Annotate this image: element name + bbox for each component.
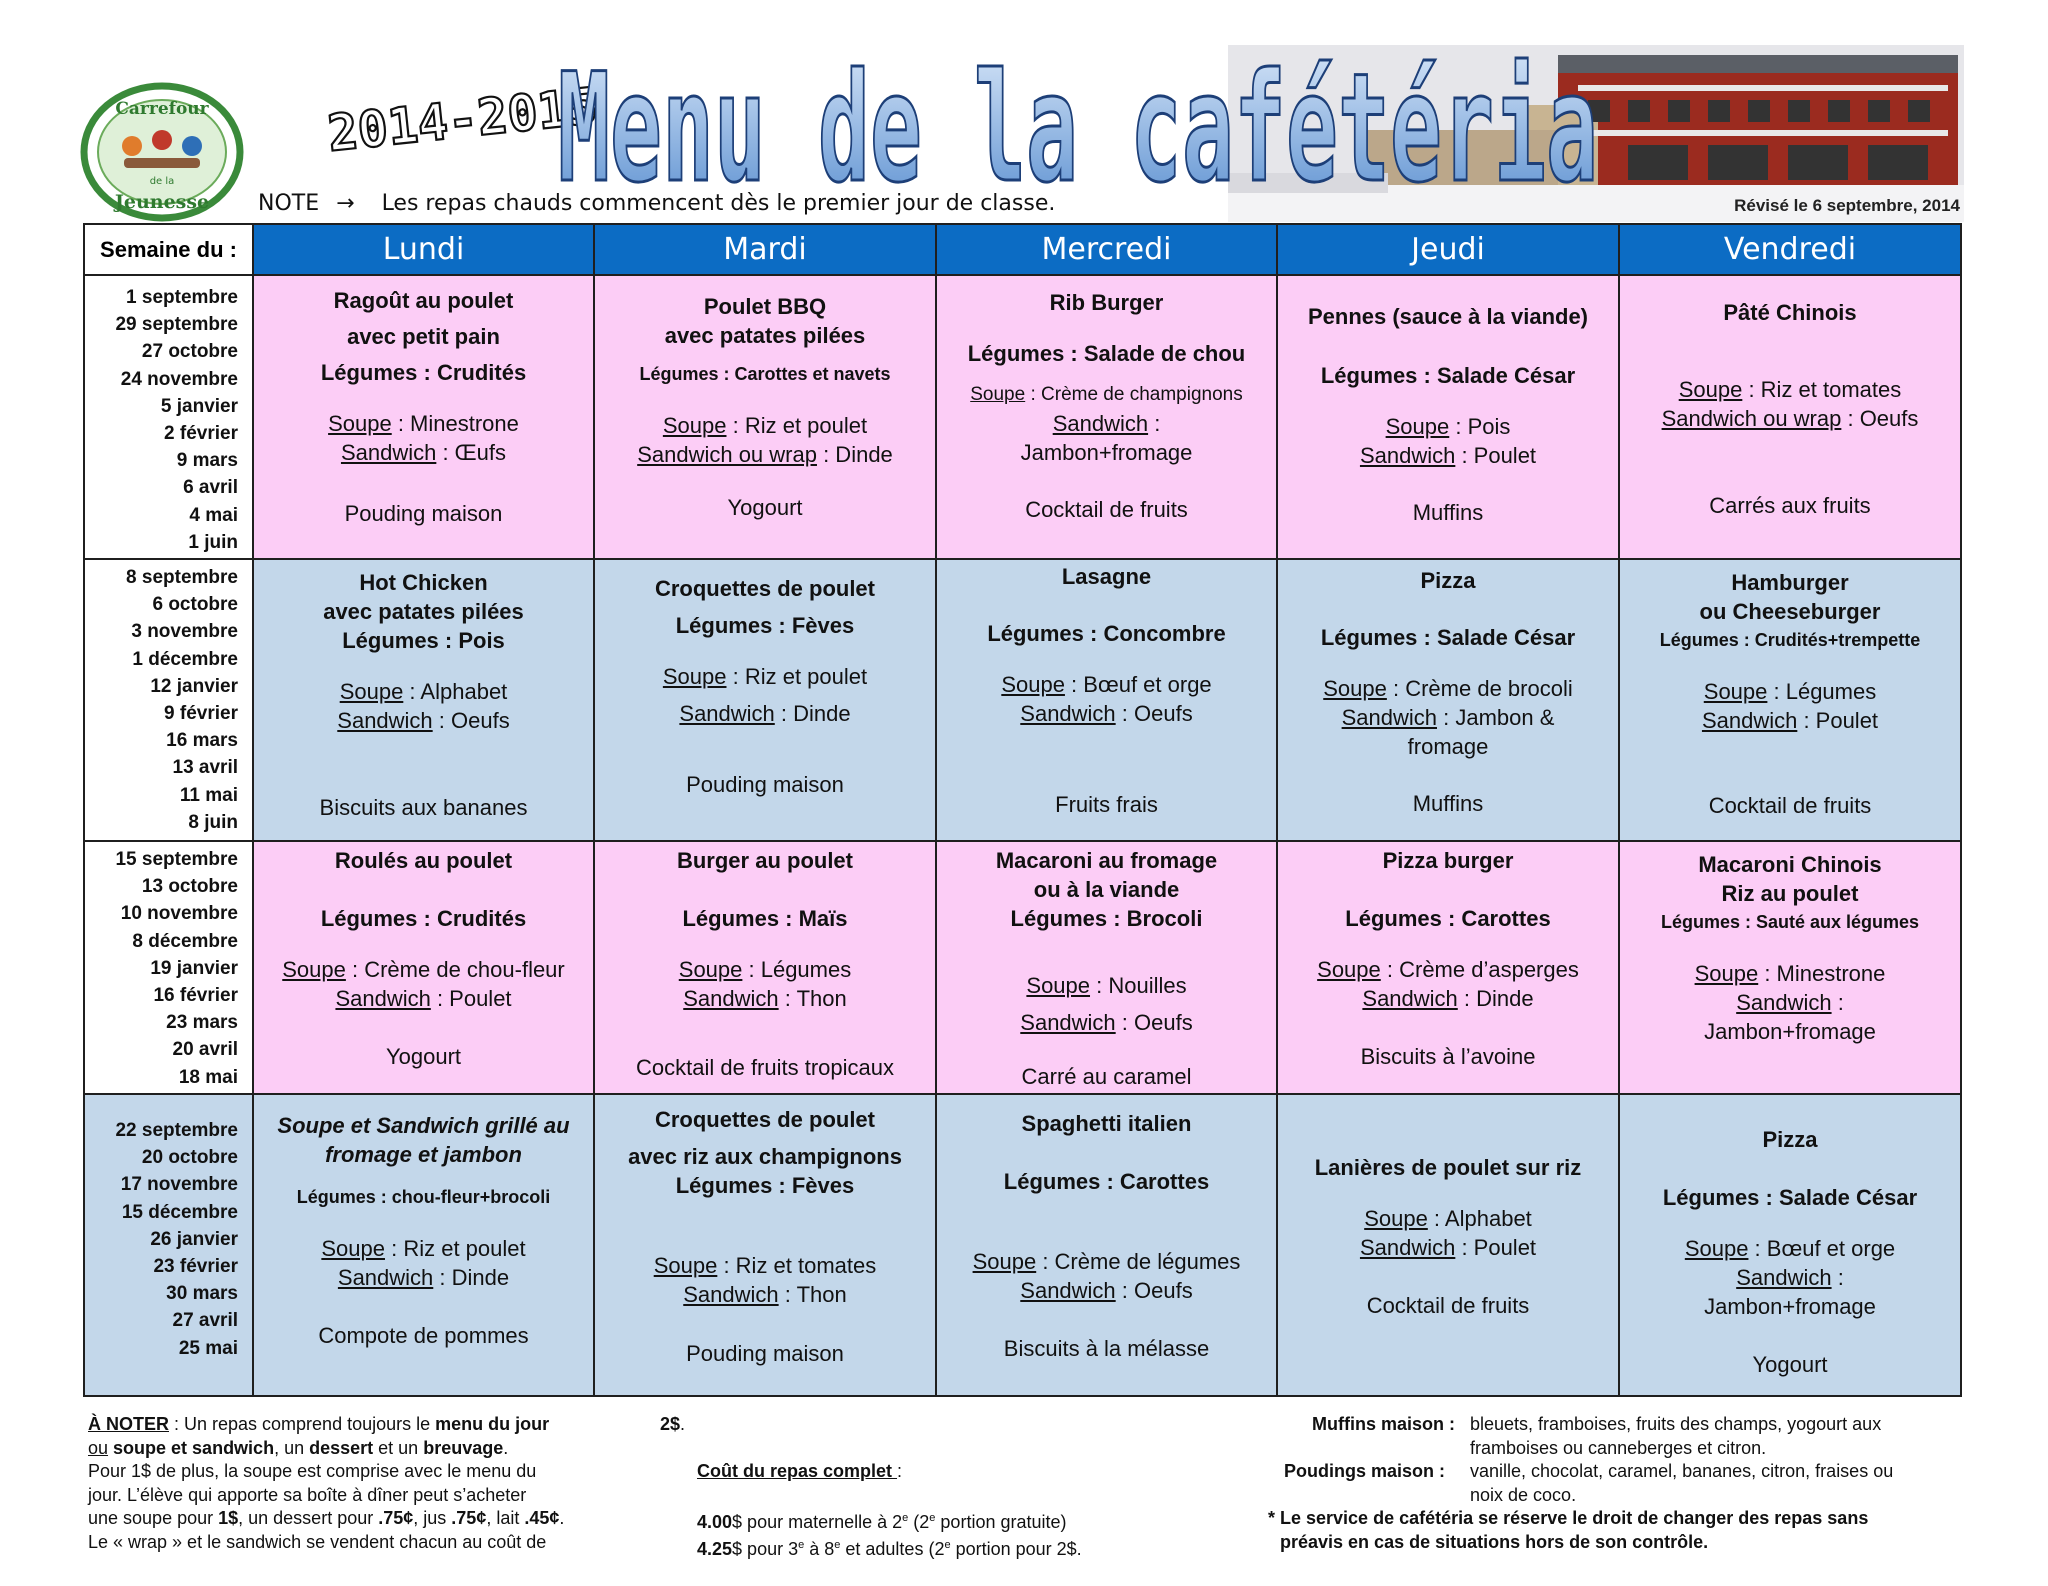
- week-dates: [84, 275, 253, 559]
- sandwich-line: Sandwich :: [1052, 411, 1161, 436]
- date-item: 3 novembre: [131, 621, 238, 643]
- dessert: Biscuits à la mélasse: [1003, 1336, 1210, 1361]
- svg-text:Menu de la cafétéria: Menu de la cafétéria: [558, 42, 1598, 216]
- footer-line: ou soupe et sandwich, un dessert et un breuvage.: [88, 1437, 509, 1458]
- sandwich-line: Sandwich : Dinde: [1362, 986, 1534, 1011]
- a-noter-label: À NOTER: [88, 1414, 169, 1434]
- date-item: 19 janvier: [150, 957, 238, 979]
- date-item: 27 avril: [172, 1310, 238, 1332]
- meal-cell: [594, 1094, 936, 1396]
- arrow-right-icon: →: [336, 191, 355, 216]
- main-dish: Pizza: [1420, 568, 1476, 593]
- date-item: 26 janvier: [150, 1228, 238, 1250]
- service-disclaimer: * Le service de cafétéria se réserve le droit de changer des repas sans préavis en cas de situations hors de son contrôle.: [1268, 1508, 1869, 1552]
- vegetables: Légumes : Fèves: [675, 1173, 855, 1198]
- sandwich-line: Sandwich : Poulet: [1359, 1235, 1537, 1260]
- revised-date: Révisé le 6 septembre, 2014: [1734, 196, 1960, 215]
- table-header-row: [84, 224, 1961, 275]
- week-dates: [84, 559, 253, 841]
- main-dish-line2: avec riz aux champignons: [628, 1144, 902, 1169]
- sandwich-line: Sandwich : Œufs: [340, 440, 507, 465]
- main-dish-line2: avec petit pain: [347, 324, 500, 349]
- soup-line: Soupe : Minestrone: [1694, 961, 1886, 986]
- date-item: 20 octobre: [141, 1147, 238, 1169]
- vegetables: Légumes : Pois: [342, 628, 505, 653]
- vegetables: Légumes : Carottes: [1003, 1169, 1210, 1194]
- date-item: 15 septembre: [115, 849, 238, 870]
- date-item: 17 novembre: [120, 1174, 238, 1196]
- date-item: 23 mars: [166, 1012, 238, 1034]
- soup-line: Soupe : Légumes: [1703, 679, 1877, 704]
- soup-line: Soupe : Riz et tomates: [1678, 377, 1902, 402]
- date-item: 6 avril: [183, 477, 238, 499]
- vegetables: Légumes : Maïs: [682, 906, 848, 931]
- meal-cell: [253, 1094, 594, 1396]
- vegetables: Légumes : Salade de chou: [967, 341, 1246, 366]
- dessert: Cocktail de fruits: [1366, 1293, 1530, 1318]
- date-item: 8 décembre: [132, 930, 238, 952]
- dessert: Pouding maison: [344, 501, 503, 526]
- date-item: 12 janvier: [150, 675, 238, 697]
- main-dish: Pizza burger: [1382, 848, 1514, 873]
- vegetables: Légumes : chou-fleur+brocoli: [296, 1187, 551, 1207]
- carrefour-jeunesse-logo: [80, 80, 250, 220]
- cost-title: Coût du repas complet :: [697, 1461, 903, 1481]
- main-dish: Hot Chicken: [359, 570, 488, 595]
- sandwich-line: Sandwich : Thon: [683, 986, 847, 1011]
- date-item: 13 avril: [172, 757, 238, 779]
- dessert: Pouding maison: [686, 1341, 844, 1366]
- dessert: Pouding maison: [686, 772, 844, 797]
- meal-cell: [1619, 559, 1961, 841]
- main-dish-line2: Riz au poulet: [1721, 881, 1859, 906]
- sandwich-line2: fromage: [1407, 734, 1489, 759]
- main-dish: Croquettes de poulet: [654, 576, 875, 601]
- vegetables: Légumes : Concombre: [987, 621, 1226, 646]
- soup-line: Soupe : Légumes: [678, 957, 852, 982]
- dessert: Cocktail de fruits: [1025, 497, 1188, 522]
- week-row-2: [84, 559, 1961, 841]
- soup-line: Soupe : Nouilles: [1026, 973, 1187, 998]
- main-dish: Spaghetti italien: [1021, 1111, 1192, 1136]
- dessert: Yogourt: [1752, 1352, 1828, 1377]
- main-dish: Poulet BBQ: [703, 294, 827, 319]
- footer-line: Le « wrap » et le sandwich se vendent chacun au coût de: [88, 1531, 547, 1552]
- footer-note: [88, 1413, 648, 1554]
- sandwich-line2: Jambon+fromage: [1704, 1294, 1876, 1319]
- sandwich-line: Sandwich : Dinde: [679, 701, 851, 726]
- logo-text-mid: de la: [149, 176, 175, 187]
- date-item: 20 avril: [172, 1039, 238, 1061]
- vegetables: Légumes : Salade César: [1662, 1185, 1918, 1210]
- footer-price-continuation: 2$.: [660, 1414, 686, 1434]
- sandwich-line: Sandwich :: [1736, 990, 1844, 1015]
- dessert: Muffins: [1412, 500, 1484, 525]
- cost-line-adults: 4.25$ pour 3e à 8e et adultes (2e portion pour 2$.: [697, 1539, 1082, 1559]
- day-header-mardi: Mardi: [594, 224, 936, 275]
- dessert: Cocktail de fruits: [1708, 793, 1872, 818]
- meal-cell: [1277, 1094, 1619, 1396]
- vegetables: Légumes : Crudités: [320, 360, 527, 385]
- soup-line: Soupe : Crème de chou-fleur: [282, 957, 565, 982]
- meal-cell: [1619, 841, 1961, 1094]
- week-dates: [84, 1094, 253, 1396]
- note-label: NOTE: [258, 191, 320, 216]
- sandwich-line: Sandwich ou wrap : Oeufs: [1661, 406, 1919, 431]
- date-item: 1 juin: [188, 531, 238, 553]
- main-dish-line2: fromage et jambon: [325, 1142, 522, 1167]
- footer-line: jour. L’élève qui apporte sa boîte à dîner peut s’acheter: [88, 1484, 527, 1505]
- week-row-4: [84, 1094, 1961, 1396]
- meal-cell: [1619, 1094, 1961, 1396]
- main-dish-line2: avec patates pilées: [323, 599, 524, 624]
- date-item: 23 février: [153, 1256, 238, 1278]
- date-item: 9 février: [164, 703, 238, 725]
- meal-cell: [1277, 559, 1619, 841]
- soup-line: Soupe : Crème de brocoli: [1323, 676, 1573, 701]
- soup-line: Soupe : Bœuf et orge: [1684, 1236, 1896, 1261]
- meal-cell: [1277, 841, 1619, 1094]
- date-item: 6 octobre: [152, 594, 238, 616]
- day-header-vendredi: Vendredi: [1619, 224, 1961, 275]
- meal-cell: [594, 559, 936, 841]
- date-item: 16 février: [153, 985, 238, 1007]
- sandwich-line: Sandwich :: [1736, 1265, 1844, 1290]
- main-dish: Rib Burger: [1049, 290, 1164, 315]
- dessert: Fruits frais: [1055, 792, 1158, 817]
- date-item: 25 mai: [178, 1337, 238, 1359]
- menu-title: [550, 40, 1600, 216]
- meal-cell: [1277, 275, 1619, 559]
- date-item: 1 décembre: [132, 648, 238, 670]
- meal-cell: [936, 559, 1277, 841]
- main-dish: Pennes (sauce à la viande): [1307, 304, 1589, 329]
- soup-line: Soupe : Pois: [1385, 414, 1511, 439]
- date-item: 18 mai: [178, 1066, 238, 1088]
- date-item: 16 mars: [166, 730, 238, 752]
- meal-cell: [594, 841, 936, 1094]
- menu-table: [83, 223, 1962, 1397]
- sandwich-line: Sandwich : Oeufs: [337, 708, 510, 733]
- vegetables: Légumes : Carottes et navets: [639, 364, 891, 384]
- sandwich-line2: Jambon+fromage: [1704, 1019, 1876, 1044]
- meal-cell: [594, 275, 936, 559]
- date-item: 9 mars: [176, 450, 238, 472]
- day-header-mercredi: Mercredi: [936, 224, 1277, 275]
- main-dish: Macaroni au fromage: [995, 848, 1218, 873]
- main-dish-line2: ou Cheeseburger: [1699, 599, 1881, 624]
- sandwich-line: Sandwich : Jambon &: [1341, 705, 1555, 730]
- day-header-lundi: Lundi: [253, 224, 594, 275]
- sandwich-line: Sandwich : Poulet: [1359, 443, 1537, 468]
- sandwich-line: Sandwich : Oeufs: [1020, 1010, 1193, 1035]
- main-dish: Hamburger: [1731, 570, 1849, 595]
- muffins-label: Muffins maison :: [1312, 1414, 1455, 1434]
- vegetables: Légumes : Sauté aux légumes: [1660, 912, 1920, 932]
- dessert: Yogourt: [385, 1044, 462, 1069]
- date-item: 10 novembre: [120, 903, 238, 925]
- meal-cell: [253, 275, 594, 559]
- main-dish-line2: avec patates pilées: [664, 323, 866, 348]
- vegetables: Légumes : Crudités+trempette: [1659, 630, 1921, 650]
- note-text: Les repas chauds commencent dès le premier jour de classe.: [381, 191, 1056, 216]
- meal-cell: [936, 841, 1277, 1094]
- dessert: Carré au caramel: [1021, 1064, 1192, 1089]
- main-dish: Lasagne: [1061, 564, 1152, 589]
- date-item: 4 mai: [189, 504, 238, 526]
- sandwich-line: Sandwich : Oeufs: [1020, 1278, 1193, 1303]
- vegetables: Légumes : Carottes: [1345, 906, 1551, 931]
- vegetables: Légumes : Fèves: [675, 613, 855, 638]
- date-item: 5 janvier: [160, 395, 238, 417]
- main-dish-line2: ou à la viande: [1033, 877, 1180, 902]
- meal-cell: [253, 841, 594, 1094]
- dessert: Compote de pommes: [318, 1323, 529, 1348]
- soup-line: Soupe : Riz et poulet: [321, 1236, 526, 1261]
- main-dish: Ragoût au poulet: [333, 288, 514, 313]
- sandwich-line: Sandwich : Dinde: [337, 1265, 510, 1290]
- meal-cell: [1619, 275, 1961, 559]
- meal-cell: [936, 1094, 1277, 1396]
- main-dish: Lanières de poulet sur riz: [1314, 1155, 1582, 1180]
- date-item: 1 septembre: [126, 287, 238, 308]
- school-year: [322, 60, 601, 163]
- sandwich-line2: Jambon+fromage: [1020, 440, 1193, 465]
- date-item: 29 septembre: [115, 314, 238, 336]
- date-item: 2 février: [164, 423, 238, 445]
- date-item: 8 juin: [188, 811, 238, 833]
- vegetables: Légumes : Crudités: [320, 906, 527, 931]
- soup-line: Soupe : Riz et tomates: [653, 1253, 877, 1278]
- date-item: 11 mai: [179, 784, 238, 806]
- dessert: Carrés aux fruits: [1709, 493, 1871, 518]
- cost-line-maternelle: 4.00$ pour maternelle à 2e (2e portion gratuite): [697, 1511, 1067, 1532]
- sandwich-line: Sandwich : Oeufs: [1020, 701, 1193, 726]
- week-header: Semaine du :: [84, 224, 253, 275]
- svg-text:2014-2015: 2014-2015: [324, 76, 601, 163]
- soup-line: Soupe : Crème d’asperges: [1317, 957, 1579, 982]
- logo-text-top: Carrefour: [115, 99, 209, 119]
- soup-line: Soupe : Crème de champignons: [970, 384, 1243, 405]
- vegetables: Légumes : Salade César: [1320, 625, 1576, 650]
- soup-line: Soupe : Minestrone: [328, 411, 519, 436]
- date-item: 24 novembre: [120, 368, 238, 390]
- dessert: Muffins: [1412, 791, 1484, 816]
- vegetables: Légumes : Salade César: [1320, 363, 1576, 388]
- main-dish: Roulés au poulet: [334, 848, 513, 873]
- date-item: 13 octobre: [141, 876, 238, 898]
- sandwich-line: Sandwich : Poulet: [1701, 708, 1879, 733]
- meal-cell: [253, 559, 594, 841]
- logo-text-bottom: Jeunesse: [114, 191, 210, 213]
- meal-cell: [936, 275, 1277, 559]
- main-dish: Macaroni Chinois: [1698, 852, 1882, 877]
- meal-cost-section: [697, 1460, 1217, 1562]
- soup-line: Soupe : Alphabet: [1364, 1206, 1532, 1231]
- dessert: Biscuits à l’avoine: [1360, 1044, 1536, 1069]
- main-dish: Soupe et Sandwich grillé au: [277, 1113, 570, 1138]
- sandwich-line: Sandwich : Thon: [683, 1282, 847, 1307]
- date-item: 15 décembre: [121, 1201, 238, 1223]
- dessert: Biscuits aux bananes: [319, 795, 528, 820]
- sandwich-line: Sandwich : Poulet: [335, 986, 512, 1011]
- soup-line: Soupe : Riz et poulet: [662, 664, 868, 689]
- date-item: 27 octobre: [141, 341, 238, 363]
- main-dish: Pâté Chinois: [1723, 300, 1857, 325]
- soup-line: Soupe : Riz et poulet: [662, 413, 868, 438]
- vegetables: Légumes : Brocoli: [1010, 906, 1203, 931]
- poudings-list: vanille, chocolat, caramel, bananes, citron, fraises ou noix de coco.: [1470, 1461, 1894, 1505]
- dessert: Yogourt: [727, 495, 803, 520]
- sandwich-line: Sandwich ou wrap : Dinde: [637, 442, 893, 467]
- main-dish: Pizza: [1762, 1127, 1818, 1152]
- week-row-3: [84, 841, 1961, 1094]
- date-item: 30 mars: [166, 1283, 238, 1305]
- footer-line: À NOTER : Un repas comprend toujours le menu du jour: [88, 1414, 550, 1434]
- week-dates: [84, 841, 253, 1094]
- date-item: 22 septembre: [115, 1120, 238, 1141]
- poudings-label: Poudings maison :: [1283, 1461, 1445, 1481]
- note-line: [258, 191, 1055, 216]
- footer-line: Pour 1$ de plus, la soupe est comprise avec le menu du: [88, 1461, 537, 1481]
- week-row-1: [84, 275, 1961, 559]
- main-dish: Croquettes de poulet: [654, 1107, 875, 1132]
- soup-line: Soupe : Bœuf et orge: [1001, 672, 1212, 697]
- dessert: Cocktail de fruits tropicaux: [636, 1055, 894, 1080]
- main-dish: Burger au poulet: [676, 848, 853, 873]
- muffins-list: bleuets, framboises, fruits des champs, yogourt aux framboises ou canneberges et citron.: [1470, 1414, 1882, 1458]
- footer-line: une soupe pour 1$, un dessert pour .75¢, jus .75¢, lait .45¢.: [88, 1508, 565, 1528]
- day-header-jeudi: Jeudi: [1277, 224, 1619, 275]
- date-item: 8 septembre: [126, 567, 238, 588]
- soup-line: Soupe : Alphabet: [339, 679, 508, 704]
- soup-line: Soupe : Crème de légumes: [972, 1249, 1241, 1274]
